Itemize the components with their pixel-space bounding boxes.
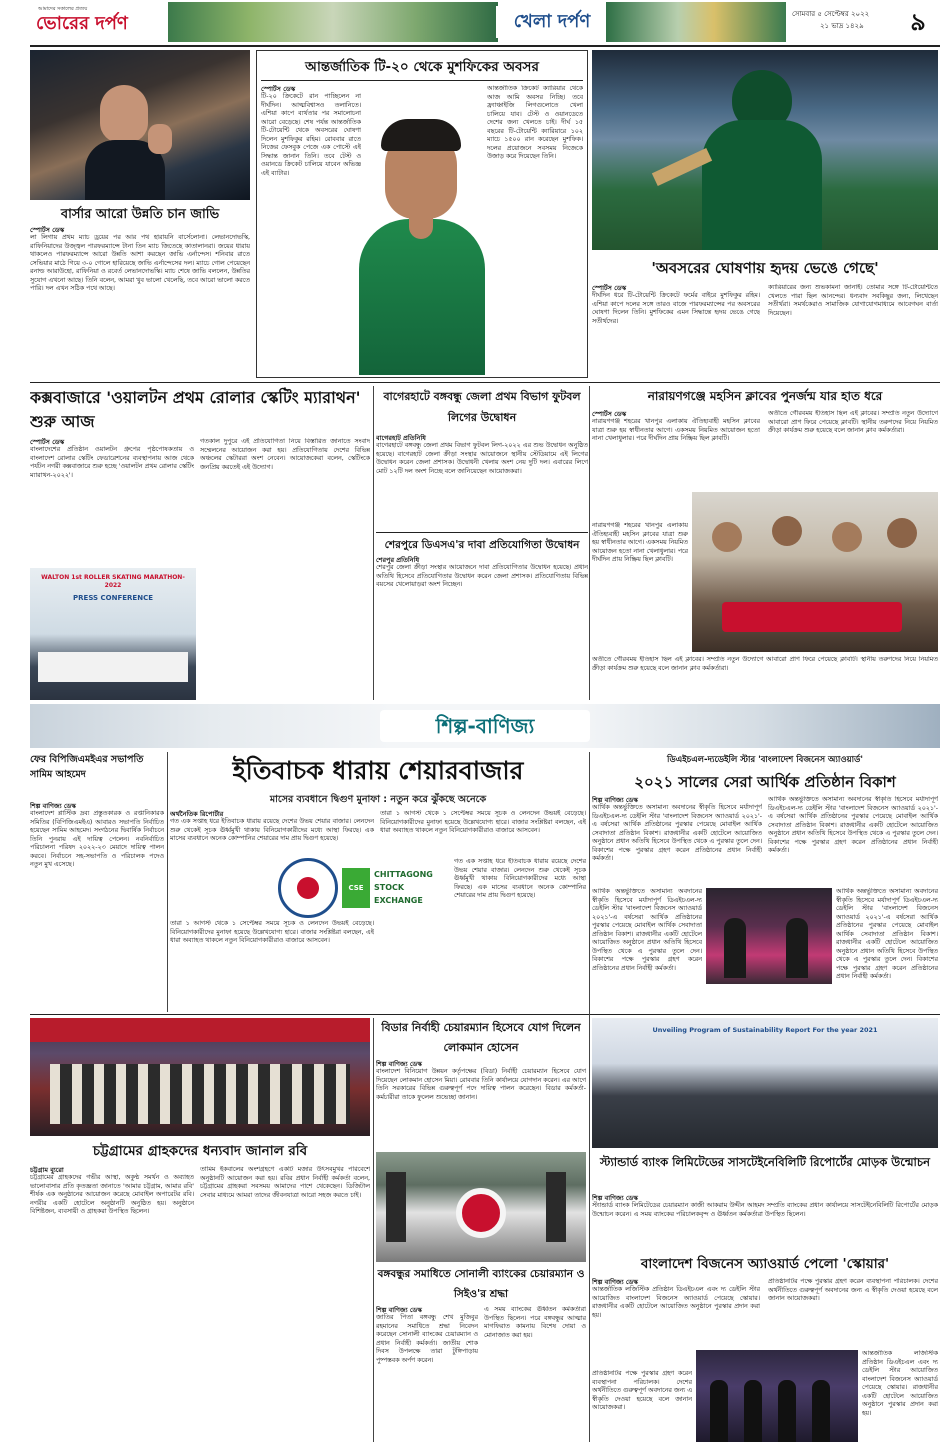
award-byline: শিল্প বাণিজ্য ডেস্ক	[592, 1278, 638, 1286]
share-col3-text: তারা ১ আগস্ট থেকে ১ সেপ্টেম্বর সময়ে সূচক ও লেনদেন উভয়ই বেড়েছে। বিনিয়োগকারীদের মুনাফা হয়েছে উল্লেখযোগ্য হারে। বাজার সংশ্লিষ্টরা বলছেন, এই ধারা অব্যাহত থাকলে নতুন বিনিয়োগকারীরাও বাজারে আসবেন।	[170, 920, 374, 944]
bagerhat-byline: বাগেরহাট প্রতিনিধি	[376, 434, 426, 442]
sherpur-article	[376, 556, 588, 700]
xavi-headline: বার্সার আরো উন্নতি চান জাভি	[60, 207, 220, 222]
mushfiq-col2-text: আন্তর্জাতিক ক্রিকেট ক্যারিয়ার থেকে আজ আমি অবসর নিচ্ছি। তবে ফ্র্যাঞ্চাইজি লিগগুলোতে খেলা চালিয়ে যাব। টেস্ট ও ওয়ানডেতে দেশের জন্য খেলতে চাই। দীর্ঘ ১৫ বছরের টি-টোয়েন্টি ক্যারিয়ারে ১০২ ম্যাচে ১৫০০ রান করেছেন মুশফিক। দলের প্রয়োজনে সবসময় নিজেকে উজাড় করে দিয়েছেন তিনি।	[487, 85, 583, 160]
masthead-photo-banner-right	[606, 2, 786, 42]
paper-logo: ভোরের দর্পণ	[36, 13, 128, 34]
cse-logo-mark: CSE	[342, 868, 370, 908]
dhl-article-col2	[768, 796, 938, 886]
xavi-byline: স্পোর্টস ডেস্ক	[30, 226, 65, 234]
dhl-col-b-text: আর্থিক অন্তর্ভুক্তিতে অসামান্য অবদানের স্বীকৃতি হিসেবে মর্যাদাপূর্ণ ডিএইচএল-দ্য ডেইলি স্টার 'বাংলাদেশ বিজনেস অ্যাওয়ার্ড ২০২১'-এ বর্ষসেরা আর্থিক প্রতিষ্ঠানের পুরস্কার পেয়েছে মোবাইল আর্থিক সেবাদাতা প্রতিষ্ঠান বিকাশ। রাজধানীর একটি হোটেলে আয়োজিত অনুষ্ঠানে প্রধান অতিথি হিসেবে উপস্থিত থেকে এ পুরস্কার তুলে দেন। বিকাশের পক্ষে পুরস্কার গ্রহণ করেন প্রতিষ্ঠানের প্রধান নির্বাহী কর্মকর্তা।	[836, 888, 938, 980]
date-line-2: ২১ ভাদ্র ১৪২৯	[820, 22, 864, 30]
robi-col1	[30, 1166, 194, 1442]
award-col2-text: প্রতিষ্ঠানটির পক্ষে পুরস্কার গ্রহণ করেন ব্যবস্থাপনা পরিচালক। দেশের অর্থনীতিতে গুরুত্বপূর্ণ অবদানের জন্য এ স্বীকৃতি দেওয়া হয়েছে বলে জানান আয়োজকরা।	[768, 1278, 938, 1302]
masthead	[0, 0, 945, 46]
bpgma-headline: ফের বিপিজিএমইএর সভাপতি সামিম আহমেদ	[30, 754, 144, 780]
aboshor-col2	[768, 284, 938, 380]
rule-center-mid	[376, 532, 588, 533]
aboshor-byline: স্পোর্টস ডেস্ক	[592, 284, 627, 292]
standard-article	[592, 1194, 938, 1248]
mushfiq-headline-rule	[261, 80, 583, 81]
share-col2	[380, 810, 586, 856]
masthead-photo-banner	[168, 2, 498, 42]
bpgma-byline: শিল্প বাণিজ্য ডেস্ক	[30, 802, 76, 810]
mohsin-col1b-text: নারায়ণগঞ্জ শহরের খানপুর এলাকায় ঐতিহ্যবাহী মহসিন ক্লাবের যাত্রা শুরু হয় স্বাধীনতার আগে। একসময় নিয়মিত আয়োজন হতো নানা খেলাধুলার। পরে দীর্ঘদিন প্রায় নিষ্ক্রিয় ছিল ক্লাবটি।	[592, 522, 688, 563]
sherpur-body: শেরপুর জেলা ক্রীড়া সংস্থার আয়োজনে দাবা প্রতিযোগিতার উদ্বোধন হয়েছে। প্রধান অতিথি হিসেবে প্রতিযোগিতার উদ্বোধন করেন জেলা প্রশাসক। প্রতিযোগিতায় বিভিন্ন বয়সের খেলোয়াড়রা অংশ নিচ্ছেন।	[376, 564, 588, 588]
mohsin-col2	[768, 410, 938, 490]
bkash-award-photo	[706, 888, 832, 984]
roller-banner-text: WALTON 1st ROLLER SKATING MARATHON-2022	[41, 574, 185, 589]
page-number: ৯	[910, 8, 926, 36]
cse-logo	[342, 866, 452, 912]
rule-2	[30, 1014, 940, 1015]
roller-col1	[30, 438, 194, 568]
roller-byline: স্পোর্টস ডেস্ক	[30, 438, 65, 446]
xavi-body: লা লিগায় প্রথম ম্যাচ ড্রয়ের পর আর পথ হারায়নি বার্সেলোনা। লেভানদোভস্কি, রাফিনিয়াদের উজ্জ্বল পারফরম্যান্সে টানা তিন ম্যাচ জিতেছে কাতালানরা। জয়ের ধারায় থাকলেও পারফরম্যান্সে আরো উন্নতি আশা করছেন জাভি এর্নান্দেস। শনিবার রাতে সেভিয়ার মাঠে গিয়ে ৩-০ গোলে হারিয়েছে জাভি এর্নান্দেসের দল। ম্যাচে গোল পেয়েছেন রনাল্ড আরাউহো, রাফিনিয়া ও রবের্ত লেভানদোভস্কি। ম্যাচ শেষে জাভি বললেন, উন্নতির সুযোগ এখনো আছে। তিনি বলেন, আমরা খুব ভালো খেলেছি, তবে আরো ভালো করতে পারি। দল এখন সঠিক পথে আছে।	[30, 234, 250, 292]
award-col2	[768, 1278, 938, 1348]
bida-headline: বিডার নির্বাহী চেয়ারম্যান হিসেবে যোগ দিলেন লোকমান হোসেন	[381, 1021, 581, 1054]
bpgma-body: বাংলাদেশ প্লাস্টিক দ্রব্য প্রস্তুতকারক ও রপ্তানিকারক সমিতির (বিপিজিএমইএ) আবারও সভাপতি নির্বাচিত হয়েছেন সামিম আহমেদ। সংগঠনের দ্বিবার্ষিক নির্বাচনে তিনি পুনরায় এই দায়িত্ব পেলেন। নবনির্বাচিত পরিচালনা পরিষদ ২০২২-২৩ মেয়াদে দায়িত্ব পালন করবে। নির্বাচনে সহ-সভাপতি ও পরিচালক পদেও নতুন মুখ এসেছে।	[30, 810, 164, 868]
roller-press-photo	[30, 568, 196, 700]
dhl-col-b	[836, 888, 938, 1012]
share-headline: ইতিবাচক ধারায় শেয়ারবাজার	[232, 756, 524, 785]
roller-col2-text: গতকাল দুপুরে এই প্রতিযোগিতা নিয়ে বিস্তারিত জানাতে সংবাদ সম্মেলনের আয়োজন করা হয়। প্রতিযোগিতায় দেশের বিভিন্ন অঞ্চলের স্কেটাররা অংশ নেবেন। আয়োজকেরা বলেন, স্কেটিংকে জনপ্রিয় করতেই এই উদ্যোগ।	[200, 438, 370, 471]
mushfiq-col1	[261, 85, 361, 335]
mohsin-col1-text: নারায়ণগঞ্জ শহরের খানপুর এলাকায় ঐতিহ্যবাহী মহসিন ক্লাবের যাত্রা শুরু হয় স্বাধীনতার আগে। একসময় নিয়মিত আয়োজন হতো নানা খেলাধুলার। পরে দীর্ঘদিন প্রায় নিষ্ক্রিয় ছিল ক্লাবটি।	[592, 418, 760, 442]
shilpa-banner-title: শিল্প-বাণিজ্য	[380, 710, 590, 742]
shilpa-banner	[30, 704, 940, 748]
separator	[589, 752, 590, 1442]
mohsin-photo	[692, 492, 938, 652]
date-line-1: সোমবার ৫ সেপ্টেম্বর ২০২২	[792, 10, 870, 18]
sonali-col2-text: এ সময় ব্যাংকের ঊর্ধ্বতন কর্মকর্তারা উপস্থিত ছিলেন। পরে বঙ্গবন্ধুর আত্মার মাগফিরাত কামনায় বিশেষ দোয়া ও মোনাজাত করা হয়।	[484, 1306, 586, 1339]
separator	[167, 752, 168, 1012]
bagerhat-article	[376, 434, 588, 530]
mohsin-col3-text: অতীতে গৌরবময় ইতিহাস ছিল এই ক্লাবের। সম্প্রতি নতুন উদ্যোগে আবারো প্রাণ ফিরে পেয়েছে ক্লাবটি। স্থানীয় তরুণদের নিয়ে নিয়মিত ক্রীড়া কার্যক্রম শুরু হয়েছে বলে জানান ক্লাব কর্মকর্তারা।	[592, 656, 938, 672]
separator	[373, 1018, 374, 1442]
mohsin-byline: স্পোর্টস ডেস্ক	[592, 410, 627, 418]
award-col1b-text: প্রতিষ্ঠানটির পক্ষে পুরস্কার গ্রহণ করেন ব্যবস্থাপনা পরিচালক। দেশের অর্থনীতিতে গুরুত্বপূর্ণ অবদানের জন্য এ স্বীকৃতি দেওয়া হয়েছে বলে জানান আয়োজকরা।	[592, 1370, 692, 1411]
separator	[373, 386, 374, 700]
masthead-tagline: আমাদের সকালের প্রত্যয়	[38, 6, 88, 12]
dse-logo	[278, 858, 338, 918]
bagerhat-body: বাগেরহাটে বঙ্গবন্ধু জেলা প্রথম বিভাগ ফুটবল লিগ-২০২২ এর শুভ উদ্বোধন অনুষ্ঠিত হয়েছে। বাগেরহাট জেলা ক্রীড়া সংস্থার আয়োজনে স্থানীয় স্টেডিয়ামে এই লিগের উদ্বোধন করেন জেলা প্রশাসক। উদ্বোধনী খেলায় অংশ নেয় দুটি দল। এবারের লিগে মোট ১২টি দল অংশ নিচ্ছে বলে জানিয়েছেন আয়োজকরা।	[376, 442, 588, 475]
dhl-kicker: ডিএইচএল-দ্যডেইলি স্টার 'বাংলাদেশ বিজনেস অ্যাওয়ার্ড'	[667, 755, 863, 765]
cse-logo-text: CHITTAGONG STOCK EXCHANGE	[374, 870, 433, 905]
award-photo	[696, 1350, 858, 1442]
standard-bank-photo	[592, 1018, 938, 1148]
standard-banner-text: Unveiling Program of Sustainability Report For the year 2021	[652, 1026, 878, 1034]
roller-banner-sub: PRESS CONFERENCE	[73, 594, 153, 602]
dhl-body: আর্থিক অন্তর্ভুক্তিতে অসামান্য অবদানের স্বীকৃতি হিসেবে মর্যাদাপূর্ণ ডিএইচএল-দ্য ডেইলি স্টার 'বাংলাদেশ বিজনেস অ্যাওয়ার্ড ২০২১'-এ বর্ষসেরা আর্থিক প্রতিষ্ঠানের পুরস্কার পেয়েছে মোবাইল আর্থিক সেবাদাতা প্রতিষ্ঠান বিকাশ। রাজধানীর একটি হোটেলে আয়োজিত অনুষ্ঠানে প্রধান অতিথি হিসেবে উপস্থিত থেকে এ পুরস্কার তুলে দেন। বিকাশের পক্ষে পুরস্কার গ্রহণ করেন প্রতিষ্ঠানের প্রধান নির্বাহী কর্মকর্তা।	[592, 804, 762, 862]
standard-headline: স্ট্যান্ডার্ড ব্যাংক লিমিটেডের সাসটেইনেবিলিটি রিপোর্টের মোড়ক উন্মোচন	[600, 1155, 930, 1169]
sherpur-headline: শেরপুরে ডিএসএ'র দাবা প্রতিযোগিতা উদ্বোধন	[384, 539, 580, 551]
roller-col2	[200, 438, 370, 700]
dhl-headline: ২০২১ সালের সেরা আর্থিক প্রতিষ্ঠান বিকাশ	[634, 773, 896, 791]
share-col4	[454, 858, 586, 1012]
dhl-col-a	[592, 888, 702, 1012]
mushfiq-col2	[487, 85, 583, 375]
award-headline: বাংলাদেশ বিজনেস অ্যাওয়ার্ড পেলো 'স্কোয়ার'	[640, 1256, 890, 1272]
dhl-col-a-text: আর্থিক অন্তর্ভুক্তিতে অসামান্য অবদানের স্বীকৃতি হিসেবে মর্যাদাপূর্ণ ডিএইচএল-দ্য ডেইলি স্টার 'বাংলাদেশ বিজনেস অ্যাওয়ার্ড ২০২১'-এ বর্ষসেরা আর্থিক প্রতিষ্ঠানের পুরস্কার পেয়েছে মোবাইল আর্থিক সেবাদাতা প্রতিষ্ঠান বিকাশ। রাজধানীর একটি হোটেলে আয়োজিত অনুষ্ঠানে প্রধান অতিথি হিসেবে উপস্থিত থেকে এ পুরস্কার তুলে দেন। বিকাশের পক্ষে পুরস্কার গ্রহণ করেন প্রতিষ্ঠানের প্রধান নির্বাহী কর্মকর্তা।	[592, 888, 702, 972]
standard-body: স্ট্যান্ডার্ড ব্যাংক লিমিটেডের চেয়ারম্যান কাজী আকরাম উদ্দীন আহমদ সম্প্রতি ব্যাংকের প্রধান কার্যালয়ে সাসটেইনেবিলিটি রিপোর্টের মোড়ক উন্মোচন করেন। এ সময় ব্যাংকের পরিচালকবৃন্দ ও ঊর্ধ্বতন কর্মকর্তারা উপস্থিত ছিলেন।	[592, 1202, 938, 1218]
mohsin-col1b	[592, 522, 688, 652]
aboshor-col1	[592, 284, 760, 380]
share-col4-text: গত এক সপ্তাহ ধরে ইতিবাচক ধারায় রয়েছে দেশের উভয় শেয়ার বাজার। লেনদেন শুরু থেকেই সূচক ঊর্ধ্বমুখী থাকায় বিনিয়োগকারীদের মধ্যে আস্থা ফিরছে। এক মাসের ব্যবধানে অনেক কোম্পানির শেয়ারের দাম প্রায় দ্বিগুণ হয়েছে।	[454, 858, 586, 899]
share-subhead: মাসের ব্যবধানে দ্বিগুণ মুনাফা : নতুন করে ঝুঁকছে অনেকে	[269, 794, 487, 805]
award-col1-text: আন্তর্জাতিক লজিস্টিক প্রতিষ্ঠান ডিএইচএল এবং দ্য ডেইলি স্টার আয়োজিত বাংলাদেশ বিজনেস অ্যাওয়ার্ড পেয়েছে স্কোয়ার। রাজধানীর একটি হোটেলে আয়োজিত অনুষ্ঠানে পুরস্কার প্রদান করা হয়।	[592, 1286, 760, 1319]
aboshor-col1-text: দীর্ঘদিন ধরে টি-টোয়েন্টি ক্রিকেটে ফর্মের বাইরে মুশফিকুর রহিম। এশিয়া কাপে দলের সঙ্গে তারও বাজে পারফরম্যান্সের পর অবসরের ঘোষণা দিলেন তিনি। মুশফিকের এমন সিদ্ধান্তে হৃদয় ভেঙে গেছে সতীর্থদের।	[592, 292, 760, 325]
robi-col1-text: চট্টগ্রামের গ্রাহকদের গভীর আস্থা, অকুণ্ঠ সমর্থন ও অব্যাহত ভালোবাসার প্রতি কৃতজ্ঞতা জানাতে 'আমার চট্টগ্রাম, আমার রবি' শীর্ষক এক অনুষ্ঠানের আয়োজন করেছে মোবাইল অপারেটর রবি। নগরীর একটি হোটেলে অনুষ্ঠানটি অনুষ্ঠিত হয়। অনুষ্ঠানে বিশিষ্টজন, ব্যবসায়ী ও গ্রাহকরা উপস্থিত ছিলেন।	[30, 1174, 194, 1215]
masthead-rule	[30, 45, 940, 47]
mohsin-col2-text: অতীতে গৌরবময় ইতিহাস ছিল এই ক্লাবের। সম্প্রতি নতুন উদ্যোগে আবারো প্রাণ ফিরে পেয়েছে ক্লাবটি। স্থানীয় তরুণদের নিয়ে নিয়মিত ক্রীড়া কার্যক্রম শুরু হয়েছে বলে জানান ক্লাব কর্মকর্তারা।	[768, 410, 938, 434]
robi-col2	[200, 1166, 370, 1442]
mohsin-col3	[592, 656, 938, 700]
roller-col1-text: বাংলাদেশের প্রতিষ্ঠান ওয়ালটন গ্রুপের পৃষ্ঠপোষকতায় ও বাংলাদেশ রোলার স্কেটিং ফেডারেশনের ব্যবস্থাপনায় আজ থেকে পর্যটন নগরী কক্সবাজারে শুরু হচ্ছে 'ওয়ালটন প্রথম রোলার স্কেটিং ম্যারাথন-২০২২'।	[30, 446, 194, 479]
xavi-article	[30, 226, 250, 378]
sherpur-byline: শেরপুর প্রতিনিধি	[376, 556, 420, 564]
mushfiq-photo	[357, 89, 487, 375]
mushfiq-byline: স্পোর্টস ডেস্ক	[261, 85, 296, 93]
dhl-article	[592, 796, 762, 886]
share-byline: অর্থনৈতিক রিপোর্টার	[170, 810, 224, 818]
award-col1b	[592, 1370, 692, 1442]
robi-stage-photo	[30, 1018, 370, 1136]
bida-article	[376, 1060, 586, 1150]
share-col2-text: তারা ১ আগস্ট থেকে ১ সেপ্টেম্বর সময়ে সূচক ও লেনদেন উভয়ই বেড়েছে। বিনিয়োগকারীদের মুনাফা হয়েছে উল্লেখযোগ্য হারে। বাজার সংশ্লিষ্টরা বলছেন, এই ধারা অব্যাহত থাকলে নতুন বিনিয়োগকারীরাও বাজারে আসবেন।	[380, 810, 586, 834]
tamim-photo	[592, 50, 938, 250]
sonali-col1	[376, 1306, 478, 1442]
dhl-body-col2: আর্থিক অন্তর্ভুক্তিতে অসামান্য অবদানের স্বীকৃতি হিসেবে মর্যাদাপূর্ণ ডিএইচএল-দ্য ডেইলি স্টার 'বাংলাদেশ বিজনেস অ্যাওয়ার্ড ২০২১'-এ বর্ষসেরা আর্থিক প্রতিষ্ঠানের পুরস্কার পেয়েছে মোবাইল আর্থিক সেবাদাতা প্রতিষ্ঠান বিকাশ। রাজধানীর একটি হোটেলে আয়োজিত অনুষ্ঠানে প্রধান অতিথি হিসেবে উপস্থিত থেকে এ পুরস্কার তুলে দেন। বিকাশের পক্ষে পুরস্কার গ্রহণ করেন প্রতিষ্ঠানের প্রধান নির্বাহী কর্মকর্তা।	[768, 796, 938, 854]
mushfiq-block	[256, 50, 588, 378]
sonali-col2	[484, 1306, 586, 1442]
section-title: খেলা দর্পণ	[496, 6, 608, 38]
dhl-byline: শিল্প বাণিজ্য ডেস্ক	[592, 796, 638, 804]
sonali-headline: বঙ্গবন্ধুর সমাধিতে সোনালী ব্যাংকের চেয়ারম্যান ও সিইও'র শ্রদ্ধা	[377, 1268, 585, 1300]
share-col1-text: গত এক সপ্তাহ ধরে ইতিবাচক ধারায় রয়েছে দেশের উভয় শেয়ার বাজার। লেনদেন শুরু থেকেই সূচক ঊর্ধ্বমুখী থাকায় বিনিয়োগকারীদের মধ্যে আস্থা ফিরছে। এক মাসের ব্যবধানে অনেক কোম্পানির শেয়ারের দাম প্রায় দ্বিগুণ হয়েছে।	[170, 818, 374, 842]
roller-headline: কক্সবাজারে 'ওয়ালটন প্রথম রোলার স্কেটিং ম্যারাথন' শুরু আজ	[30, 388, 361, 431]
robi-byline: চট্টগ্রাম ব্যুরো	[30, 1166, 64, 1174]
sonali-byline: শিল্প বাণিজ্য ডেস্ক	[376, 1306, 422, 1314]
bida-byline: শিল্প বাণিজ্য ডেস্ক	[376, 1060, 422, 1068]
robi-col2-text: তামিম ইকবালের অংশগ্রহণে একটি মজার উৎসবমুখর পরিবেশে অনুষ্ঠানটি আয়োজন করা হয়। রবির প্রধান নির্বাহী কর্মকর্তা বলেন, চট্টগ্রামের গ্রাহকরা সবসময় আমাদের পাশে থেকেছেন। ডিজিটাল সেবার মাধ্যমে আমরা তাদের জীবনযাত্রা আরো সহজ করতে চাই।	[200, 1166, 370, 1199]
standard-byline: শিল্প বাণিজ্য ডেস্ক	[592, 1194, 638, 1202]
xavi-photo	[30, 50, 250, 200]
aboshor-headline: 'অবসরের ঘোষণায় হৃদয় ভেঙে গেছে'	[651, 259, 879, 277]
mushfiq-headline: আন্তর্জাতিক টি-২০ থেকে মুশফিকের অবসর	[305, 59, 539, 75]
rule-1	[30, 382, 940, 383]
bagerhat-headline: বাগেরহাটে বঙ্গবন্ধু জেলা প্রথম বিভাগ ফুটবল লিগের উদ্বোধন	[383, 390, 581, 424]
robi-headline: চট্টগ্রামের গ্রাহকদের ধন্যবাদ জানাল রবি	[92, 1143, 308, 1159]
mohsin-headline: নারায়ণগঞ্জে মহসিন ক্লাবের পুনর্জন্ম যার হাত ধরে	[647, 389, 883, 403]
award-col3	[862, 1350, 938, 1442]
bpgma-article	[30, 802, 164, 1010]
sonali-col1-text: জাতির পিতা বঙ্গবন্ধু শেখ মুজিবুর রহমানের সমাধিতে শ্রদ্ধা নিবেদন করেছেন সোনালী ব্যাংকের চেয়ারম্যান ও প্রধান নির্বাহী কর্মকর্তা। জাতীয় শোক দিবস উপলক্ষে তারা টুঙ্গিপাড়ায় পুষ্পস্তবক অর্পণ করেন।	[376, 1314, 478, 1364]
bida-body: বাংলাদেশ বিনিয়োগ উন্নয়ন কর্তৃপক্ষের (বিডা) নির্বাহী চেয়ারম্যান হিসেবে যোগ দিয়েছেন লোকমান হোসেন মিয়া। রোববার তিনি কার্যালয়ে যোগদান করেন। এর আগে তিনি সরকারের বিভিন্ন গুরুত্বপূর্ণ পদে দায়িত্ব পালন করেছেন। বিডার কর্মকর্তা-কর্মচারীরা তাকে ফুলেল শুভেচ্ছা জানান।	[376, 1068, 586, 1101]
sonali-tribute-photo	[376, 1152, 586, 1262]
mushfiq-col1-text: টি-২০ ক্রিকেটে রান পাচ্ছিলেন না দীর্ঘদিন। আত্মবিশ্বাসও তলানিতে। এশিয়া কাপে ব্যর্থতার পর সমালোচনা আরো বেড়েছে। শেষ পর্যন্ত আন্তর্জাতিক টি-টোয়েন্টি থেকে অবসরের ঘোষণা দিলেন মুশফিকুর রহিম। রোববার রাতে নিজের ফেসবুক পেজে এক পোস্টে এই সিদ্ধান্ত জানান তিনি। তবে টেস্ট ও ওয়ানডে ক্রিকেট চালিয়ে যাবেন অভিজ্ঞ এই ব্যাটার।	[261, 93, 361, 177]
award-col3-text: আন্তর্জাতিক লজিস্টিক প্রতিষ্ঠান ডিএইচএল এবং দ্য ডেইলি স্টার আয়োজিত বাংলাদেশ বিজনেস অ্যাওয়ার্ড পেয়েছে স্কোয়ার। রাজধানীর একটি হোটেলে আয়োজিত অনুষ্ঠানে পুরস্কার প্রদান করা হয়।	[862, 1350, 938, 1417]
aboshor-col2-text: ক্যারিয়ারের জন্য শুভকামনা জানাই। তোমার সঙ্গে টি-টোয়েন্টিতে খেলতে পারা ছিল আনন্দের। ধন্যবাদ সবকিছুর জন্য, লিখেছেন সতীর্থরা। সমর্থকেরাও সামাজিক যোগাযোগমাধ্যমে আবেগঘন বার্তা দিয়েছেন।	[768, 284, 938, 317]
share-col3	[170, 920, 374, 1012]
separator	[589, 386, 590, 700]
